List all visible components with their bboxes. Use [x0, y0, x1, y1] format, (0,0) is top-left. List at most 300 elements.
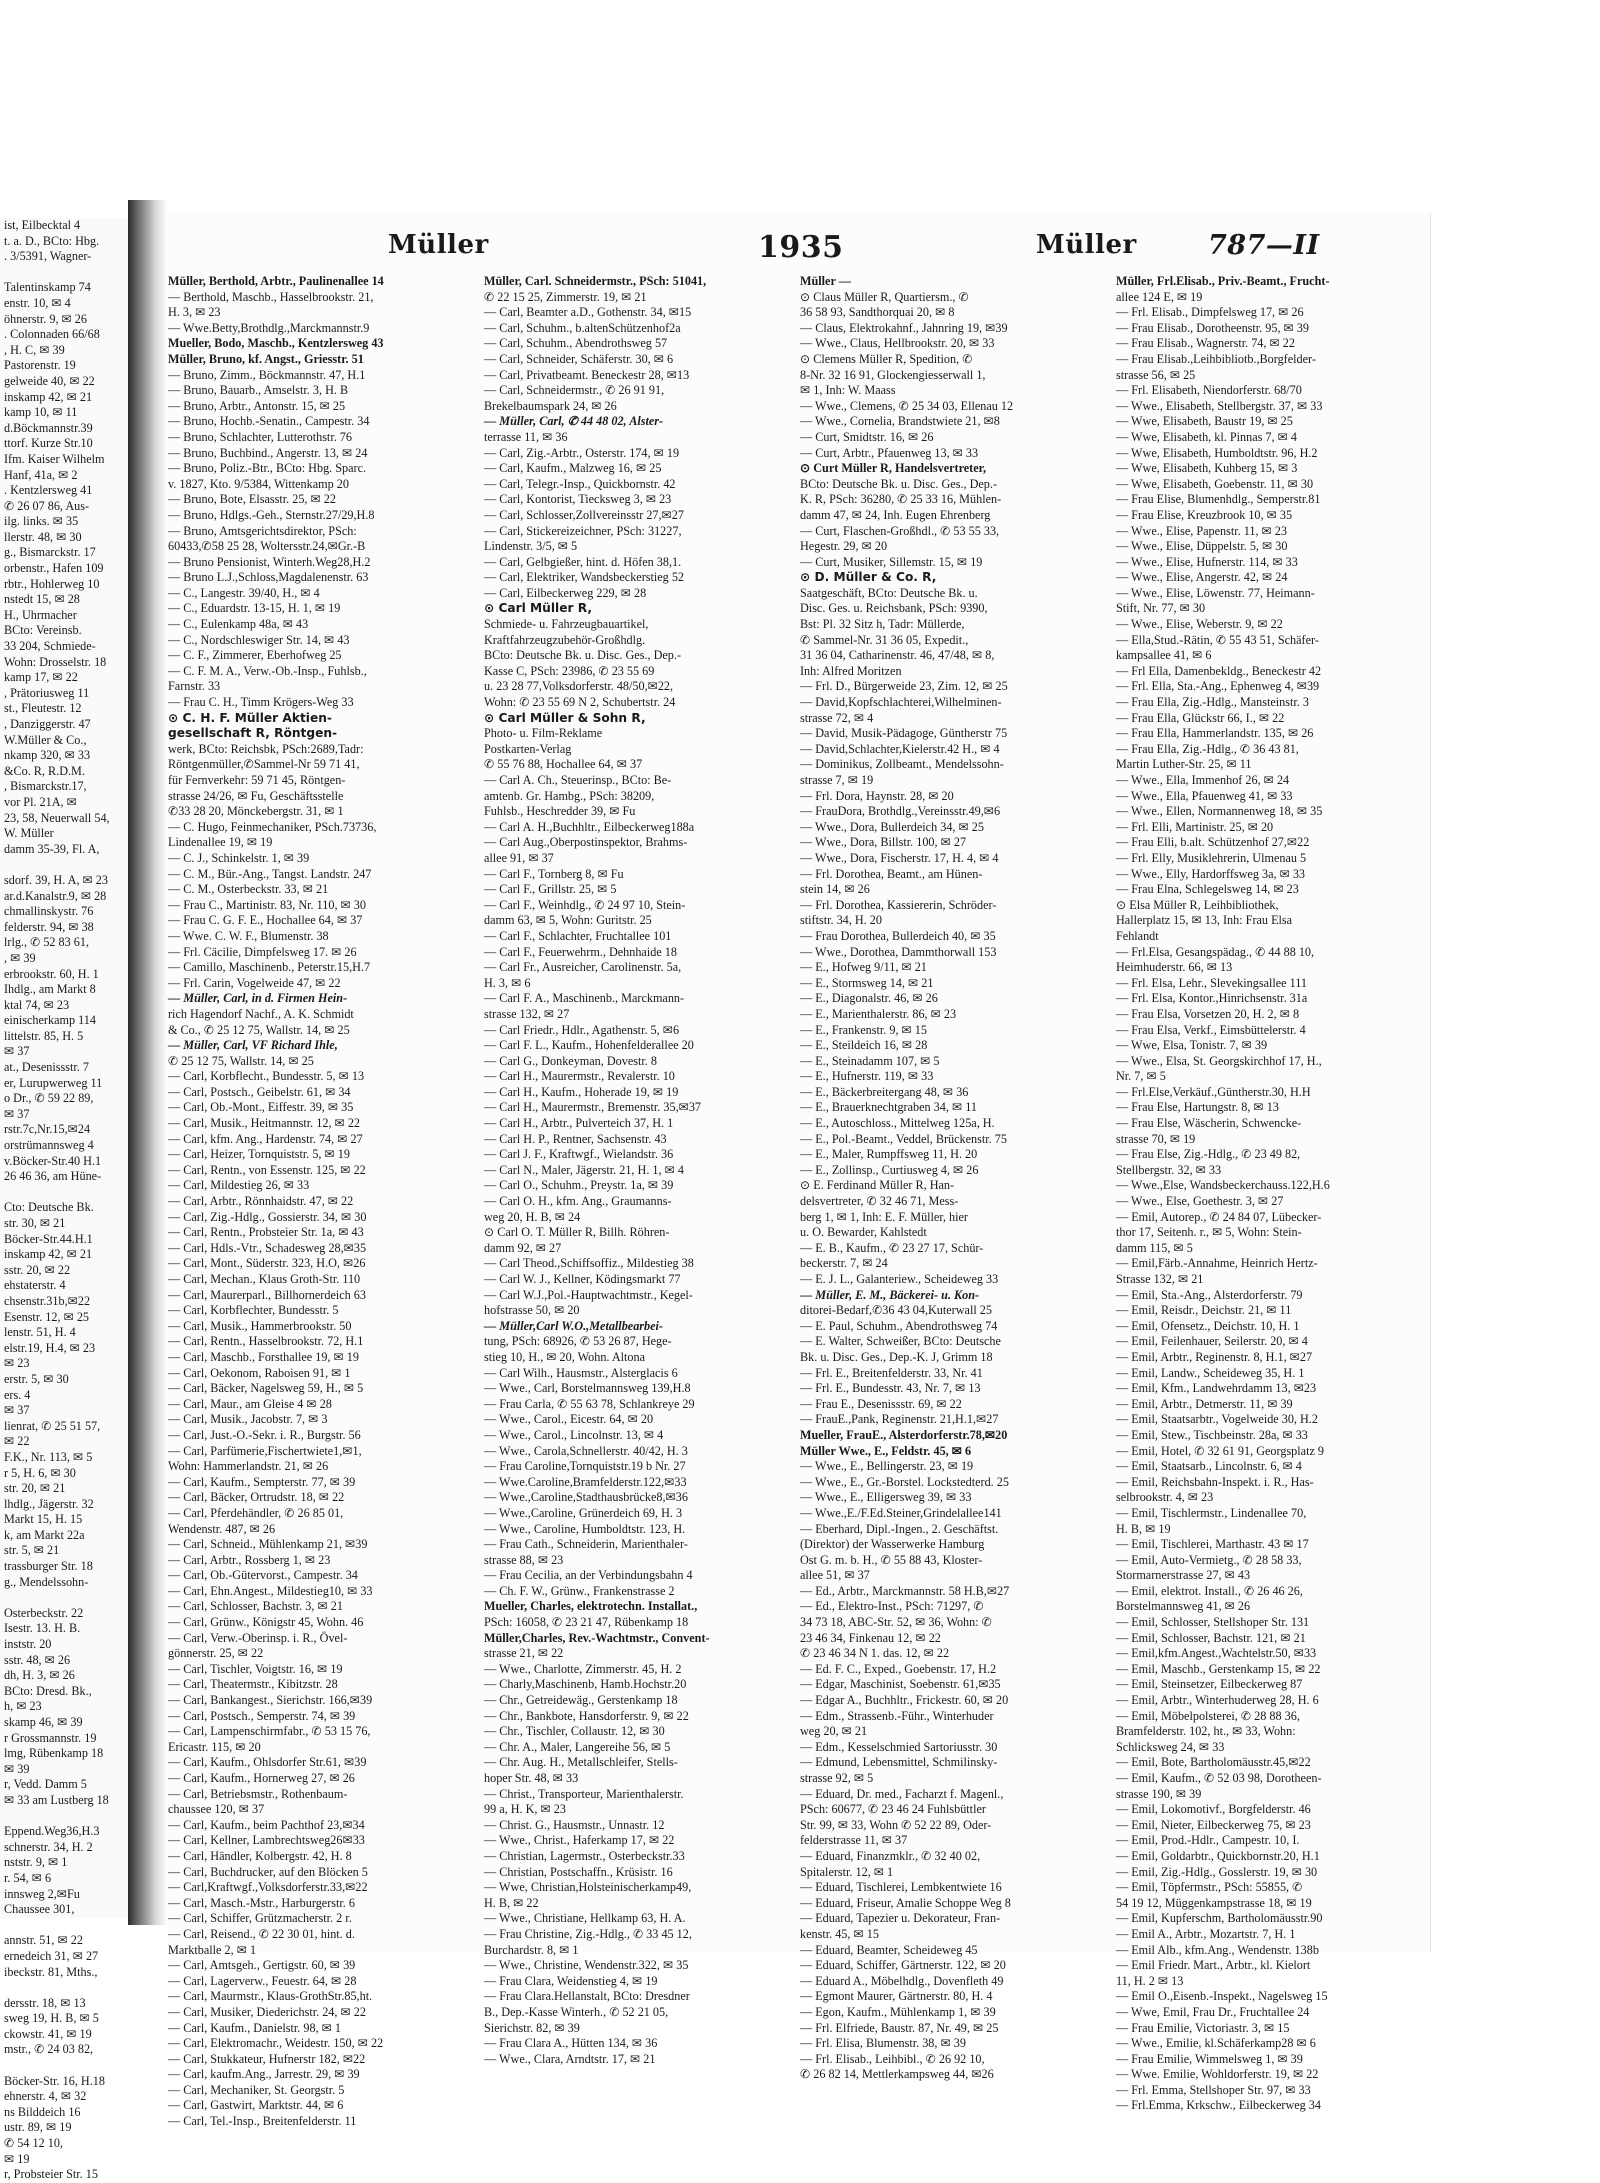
prev-page-line: ✆ 26 07 86, Aus-: [4, 498, 90, 513]
directory-entry-line: — Emil, Sta.-Ang., Alsterdorferstr. 79: [1116, 1287, 1303, 1302]
prev-page-line: , Bismarckstr.17,: [4, 779, 87, 794]
directory-entry-line: — Carl, Schneider, Schäferstr. 30, ✉ 6: [484, 351, 674, 366]
prev-page-line: ✉ 23: [4, 1356, 30, 1371]
directory-entry-line: — Carl Theod.,Schiffsoffiz., Mildestieg 38: [484, 1256, 694, 1271]
directory-entry-line: — E., Marienthalerstr. 86, ✉ 23: [800, 1006, 957, 1021]
directory-entry-line: Mueller, Charles, elektrotechn. Installat.,: [484, 1599, 698, 1614]
directory-entry-line: — Carl, Schlosser,Zollvereinsstr 27,✉27: [484, 507, 684, 522]
directory-entry-line: — Carl, Gastwirt, Marktstr. 44, ✉ 6: [168, 2098, 344, 2113]
prev-page-line: , ✉ 39: [4, 950, 36, 965]
directory-entry-line: stieg 10, H., ✉ 20, Wohn. Altona: [484, 1349, 646, 1364]
directory-entry-line: — Dominikus, Zollbeamt., Mendelssohn-: [800, 757, 1004, 772]
directory-entry-line: — Carl, Postsch., Geibelstr. 61, ✉ 34: [168, 1084, 351, 1099]
prev-page-line: orstrümannsweg 4: [4, 1138, 94, 1153]
directory-entry-line: — Carl, Kaufm., Danielstr. 98, ✉ 1: [168, 2020, 342, 2035]
directory-entry-line: — E. Walter, Schweißer, BCto: Deutsche: [800, 1334, 1001, 1349]
prev-page-line: inskamp 42, ✉ 21: [4, 389, 93, 404]
directory-entry-line: — Wwe, Elisabeth, Goebenstr. 11, ✉ 30: [1116, 476, 1314, 491]
directory-entry-line: — Wwe., Claus, Hellbrookstr. 20, ✉ 33: [800, 336, 995, 351]
directory-entry-line: — Emil, Landw., Scheideweg 35, H. 1: [1116, 1365, 1305, 1380]
directory-entry-line: ✆33 28 20, Mönckebergstr. 31, ✉ 1: [168, 804, 344, 819]
directory-entry-line: Schlicksweg 24, ✉ 33: [1116, 1739, 1225, 1754]
directory-entry-line: — Carl, Schneid., Mühlenkamp 21, ✉39: [168, 1537, 368, 1552]
directory-entry-line: — Curt, Musiker, Sillemstr. 15, ✉ 19: [800, 554, 983, 569]
directory-entry-line: Lindenallee 19, ✉ 19: [168, 835, 273, 850]
directory-entry-line: — Frau Emilie, Wimmelsweg 1, ✉ 39: [1116, 2051, 1303, 2066]
directory-entry-line: — Carl, Musik., Jacobstr. 7, ✉ 3: [168, 1412, 328, 1427]
directory-entry-line: — Frl. Elly, Musiklehrerin, Ulmenau 5: [1116, 850, 1307, 865]
directory-entry-line: Spitalerstr. 12, ✉ 1: [800, 1864, 894, 1879]
directory-entry-line: Müller, Frl.Elisab., Priv.-Beamt., Frucht-: [1116, 274, 1330, 288]
directory-entry-line: — Carl, Verw.-Oberinsp. i. R., Övel-: [168, 1630, 348, 1645]
directory-entry-line: — Emil A., Arbtr., Mozartstr. 7, H. 1: [1116, 1926, 1296, 1941]
directory-entry-line: — E., Zollinsp., Curtiusweg 4, ✉ 26: [800, 1162, 979, 1177]
directory-entry-line: — Carl, Bankangest., Sierichstr. 166,✉39: [168, 1693, 373, 1708]
directory-entry-line: — Carl, Rentn., Probsteier Str. 1a, ✉ 43: [168, 1225, 364, 1240]
directory-entry-line: — Carl, Kaufm., Sempterstr. 77, ✉ 39: [168, 1474, 356, 1489]
prev-page-line: v.Böcker-Str.40 H.1: [4, 1153, 102, 1168]
directory-entry-line: — Carl H., Kaufm., Hoherade 19, ✉ 19: [484, 1084, 679, 1099]
prev-page-line: nstedt 15, ✉ 28: [4, 592, 80, 607]
prev-page-line: Böcker-Str. 16, H.18: [4, 2073, 105, 2088]
prev-page-line: ✉ 33 am Lustberg 18: [4, 1792, 109, 1807]
directory-entry-line: — Carl A. H.,Buchhltr., Eilbeckerweg188a: [484, 819, 695, 834]
directory-entry-line: — Frl Ella, Damenbekldg., Beneckestr 42: [1116, 663, 1322, 678]
prev-page-line: ibeckstr. 81, Mths.,: [4, 1964, 98, 1979]
directory-entry-line: Mueller, FrauE., Alsterdorferstr.78,✉20: [800, 1427, 1008, 1442]
directory-entry-line: — Emil, Arbtr., Reginenstr. 8, H.1, ✉27: [1116, 1349, 1313, 1364]
prev-page-line: nkamp 320, ✉ 33: [4, 748, 91, 763]
prev-page-line: mstr., ✆ 24 03 82,: [4, 2042, 94, 2057]
directory-entry-line: Borstelmannsweg 41, ✉ 26: [1116, 1599, 1251, 1614]
prev-page-line: einischerkamp 114: [4, 1013, 96, 1028]
directory-entry-line: — Christian, Postschaffn., Krüsistr. 16: [484, 1864, 673, 1879]
directory-entry-line: strasse 70, ✉ 19: [1116, 1131, 1196, 1146]
directory-entry-line: — David,Kopfschlachterei,Wilhelminen-: [800, 695, 1002, 710]
directory-entry-line: — Wwe., Cornelia, Brandstwiete 21, ✉8: [800, 414, 1000, 429]
directory-entry-line: — Carl, Ehn.Angest., Mildestieg10, ✉ 33: [168, 1583, 373, 1598]
directory-entry-line: — Wwe., Elise, Düppelstr. 5, ✉ 30: [1116, 539, 1288, 554]
directory-entry-line: — Carl J. F., Kraftwgf., Wielandstr. 36: [484, 1147, 674, 1162]
directory-entry-line: — Chr., Tischler, Collaustr. 12, ✉ 30: [484, 1724, 665, 1739]
prev-page-line: . 3/5391, Wagner-: [4, 249, 92, 264]
directory-entry-line: — Wwe., Emilie, kl.Schäferkamp28 ✉ 6: [1116, 2036, 1316, 2051]
prev-page-line: Markt 15, H. 15: [4, 1512, 83, 1527]
directory-entry-line: H. B, ✉ 19: [1116, 1521, 1171, 1536]
directory-entry-line: — Eduard A., Möbelhdlg., Dovenfleth 49: [800, 1973, 1004, 1988]
directory-entry-line: — Christian, Lagermstr., Osterbeckstr.33: [484, 1848, 685, 1863]
directory-entry-line: — Wwe., Caroline, Humboldtstr. 123, H.: [484, 1521, 686, 1536]
directory-entry-line: — E., Pol.-Beamt., Veddel, Brückenstr. 75: [800, 1131, 1007, 1146]
directory-entry-line: — Bruno, Poliz.-Btr., BCto: Hbg. Sparc.: [168, 461, 367, 476]
directory-entry-line: ⊙ Carl Müller & Sohn R,: [484, 710, 646, 725]
prev-page-line: H., Uhrmacher: [4, 607, 77, 622]
directory-entry-line: strasse 88, ✉ 23: [484, 1552, 564, 1567]
directory-entry-line: — Egon, Kaufm., Mühlenkamp 1, ✉ 39: [800, 2004, 996, 2019]
directory-entry-line: Farnstr. 33: [168, 679, 221, 694]
directory-entry-line: — Frau Elisab., Dorotheenstr. 95, ✉ 39: [1116, 320, 1309, 335]
prev-page-line: inskamp 42, ✉ 21: [4, 1247, 93, 1262]
directory-entry-line: — Frau Ella, Zig.-Hdlg., Mansteinstr. 3: [1116, 695, 1309, 710]
directory-entry-line: H. 3, ✉ 6: [484, 975, 531, 990]
directory-entry-line: — Carl H., Maurermstr., Bremenstr. 35,✉37: [484, 1100, 702, 1115]
prev-page-line: k, am Markt 22a: [4, 1527, 85, 1542]
directory-entry-line: weg 20, H. B, ✉ 24: [484, 1209, 581, 1224]
directory-entry-line: — Frl. Dora, Haynstr. 28, ✉ 20: [800, 788, 954, 803]
directory-entry-line: — Chr., Bankbote, Hansdorferstr. 9, ✉ 22: [484, 1708, 689, 1723]
directory-entry-line: Postkarten-Verlag: [484, 741, 572, 756]
directory-entry-line: — Wwe., Elise, Angerstr. 42, ✉ 24: [1116, 570, 1288, 585]
directory-entry-line: — E. B., Kaufm., ✆ 23 27 17, Schür-: [800, 1240, 984, 1255]
directory-entry-line: (Direktor) der Wasserwerke Hamburg: [800, 1537, 985, 1552]
directory-entry-line: — David, Musik-Pädagoge, Güntherstr 75: [800, 726, 1008, 741]
directory-entry-line: — Christ. G., Hausmstr., Unnastr. 12: [484, 1817, 665, 1832]
prev-page-line: ist, Eilbecktal 4: [4, 218, 81, 232]
directory-entry-line: & Co., ✆ 25 12 75, Wallstr. 14, ✉ 25: [168, 1022, 350, 1037]
directory-entry-line: Ericastr. 115, ✉ 20: [168, 1739, 261, 1754]
directory-entry-line: — Wwe., Else, Goethestr. 3, ✉ 27: [1116, 1194, 1284, 1209]
directory-entry-line: — Frl.Emma, Krkschw., Eilbeckerweg 34: [1116, 2098, 1321, 2113]
directory-entry-line: — Frau Ella, Glückstr 66, I., ✉ 22: [1116, 710, 1285, 725]
directory-entry-line: — Claus, Elektrokahnf., Jahnring 19, ✉39: [800, 320, 1008, 335]
directory-entry-line: — Frl. Elsa, Kontor.,Hinrichsenstr. 31a: [1116, 991, 1308, 1006]
column-3: [800, 274, 1092, 2082]
directory-entry-line: — Emil O.,Eisenb.-Inspekt., Nagelsweg 15: [1116, 1989, 1328, 2004]
directory-entry-line: 31 36 04, Catharinenstr. 46, 47/48, ✉ 8,: [800, 648, 995, 663]
directory-entry-line: — Carl F., Weinhdlg., ✆ 24 97 10, Stein-: [484, 897, 686, 912]
prev-page-line: Chaussee 301,: [4, 1902, 75, 1917]
directory-entry-line: — Christ., Transporteur, Marienthalerstr.: [484, 1786, 684, 1801]
directory-entry-line: — Frau Elisab., Wagnerstr. 74, ✉ 22: [1116, 336, 1295, 351]
directory-entry-line: — Wwe.,Caroline, Grünerdeich 69, H. 3: [484, 1505, 683, 1520]
directory-entry-line: — Carl W.J.,Pol.-Hauptwachtmstr., Kegel-: [484, 1287, 693, 1302]
directory-entry-line: — Carl F., Feuerwehrm., Dehnhaide 18: [484, 944, 677, 959]
directory-entry-line: — Bruno, Hochb.-Senatin., Campestr. 34: [168, 414, 370, 429]
directory-entry-line: — FrauE.,Pank, Reginenstr. 21,H.1,✉27: [800, 1412, 999, 1427]
directory-entry-line: — Carl, Amtsgeh., Gertigstr. 60, ✉ 39: [168, 1958, 356, 1973]
directory-entry-line: ✉ 1, Inh: W. Maass: [800, 383, 896, 398]
prev-page-line: [0, 2058, 150, 2074]
prev-page-line: Eppend.Weg36,H.3: [4, 1824, 100, 1839]
directory-entry-line: — Carl, Mildestieg 26, ✉ 33: [168, 1178, 310, 1193]
directory-entry-line: 99 a, H. K, ✉ 23: [484, 1802, 566, 1817]
prev-page-line: gelweide 40, ✉ 22: [4, 373, 95, 388]
directory-entry-line: — Wwe., Carol., Eicestr. 64, ✉ 20: [484, 1412, 654, 1427]
prev-page-line: Ihdlg., am Markt 8: [4, 982, 96, 997]
directory-entry-line: — Frau Ella, Zig.-Hdlg., ✆ 36 43 81,: [1116, 741, 1299, 756]
prev-page-line: Talentinskamp 74: [4, 280, 91, 295]
directory-entry-line: stein 14, ✉ 26: [800, 882, 870, 897]
prev-page-line: ✉ 22: [4, 1434, 30, 1449]
directory-entry-line: — Carl,Kraftwgf.,Volksdorferstr.33,✉22: [168, 1880, 368, 1895]
directory-entry-line: Müller —: [800, 274, 851, 288]
directory-entry-line: stiftstr. 34, H. 20: [800, 913, 882, 928]
directory-entry-line: — Eduard, Schiffer, Gärtnerstr. 122, ✉ 20: [800, 1958, 1006, 1973]
directory-entry-line: — E., Diagonalstr. 46, ✉ 26: [800, 991, 938, 1006]
prev-page-line: Hanf, 41a, ✉ 2: [4, 467, 78, 482]
prev-page-line: chmallinskystr. 76: [4, 904, 94, 919]
prev-page-line: ns Bilddeich 16: [4, 2104, 81, 2119]
directory-entry-line: 60433,✆58 25 28, Woltersstr.24,✉Gr.-B: [168, 539, 366, 554]
directory-entry-line: — Edgar A., Buchhltr., Frickestr. 60, ✉ 20: [800, 1693, 1009, 1708]
directory-entry-line: — Emil, Kfm., Landwehrdamm 13, ✉23: [1116, 1381, 1317, 1396]
directory-entry-line: — Wwe., Elly, Hardorffsweg 3a, ✉ 33: [1116, 866, 1306, 881]
directory-entry-line: — Emil, Staatsarbtr., Vogelweide 30, H.2: [1116, 1412, 1318, 1427]
directory-entry-line: — Emil, Autorep., ✆ 24 84 07, Lübecker-: [1116, 1209, 1322, 1224]
directory-entry-line: — Carl, Rentn., Hasselbrookstr. 72, H.1: [168, 1334, 364, 1349]
directory-entry-line: — Emil, Schlosser, Bachstr. 121, ✉ 21: [1116, 1630, 1306, 1645]
directory-entry-line: — Wwe., Charlotte, Zimmerstr. 45, H. 2: [484, 1661, 682, 1676]
directory-entry-line: — Bruno Pensionist, Winterh.Weg28,H.2: [168, 554, 371, 569]
directory-entry-line: Wohn: ✆ 23 55 69 N 2, Schubertstr. 24: [484, 695, 676, 710]
directory-entry-line: — Emil, Töpfermstr., PSch: 55855, ✆: [1116, 1880, 1303, 1895]
directory-entry-line: — Wwe., Elise, Papenstr. 11, ✉ 23: [1116, 523, 1287, 538]
column-1: [168, 274, 460, 2129]
directory-entry-line: allee 124 E, ✉ 19: [1116, 289, 1203, 304]
directory-entry-line: Heimhuderstr. 66, ✉ 13: [1116, 960, 1233, 975]
directory-entry-line: — Carl F., Schlachter, Fruchtallee 101: [484, 928, 672, 943]
prev-page-line: ✆ 54 12 10,: [4, 2136, 63, 2151]
directory-entry-line: — Emil, Bote, Bartholomäusstr.45,✉22: [1116, 1755, 1311, 1770]
directory-entry-line: — Edmund, Lebensmittel, Schmilinsky-: [800, 1755, 998, 1770]
directory-entry-line: — E., Steildeich 16, ✉ 28: [800, 1038, 928, 1053]
directory-entry-line: — Carl, Kaufm., Hornerweg 27, ✉ 26: [168, 1771, 355, 1785]
directory-entry-line: Mueller, Bodo, Maschb., Kentzlersweg 43: [168, 336, 384, 351]
directory-entry-line: werk, BCto: Reichsbk, PSch:2689,Tadr:: [168, 741, 364, 756]
prev-page-line: ✉ 37: [4, 1403, 30, 1418]
prev-page-line: enstr. 10, ✉ 4: [4, 295, 71, 310]
prev-page-line: ernedeich 31, ✉ 27: [4, 1948, 99, 1963]
directory-entry-line: Saatgeschäft, BCto: Deutsche Bk. u.: [800, 585, 978, 600]
directory-entry-line: — Frau C. H., Timm Krögers-Weg 33: [168, 695, 354, 710]
directory-entry-line: — Carl, Pferdehändler, ✆ 26 85 01,: [168, 1505, 344, 1520]
directory-entry-line: — Carl, Grünw., Königstr 45, Wohn. 46: [168, 1615, 364, 1630]
directory-entry-line: — Bruno, Zimm., Böckmannstr. 47, H.1: [168, 367, 366, 382]
directory-entry-line: u. 23 28 77,Volksdorferstr. 48/50,✉22,: [484, 679, 674, 694]
directory-entry-line: — E., Hufnerstr. 119, ✉ 33: [800, 1069, 934, 1084]
directory-entry-line: — Curt, Smidtstr. 16, ✉ 26: [800, 429, 934, 444]
directory-entry-line: — Carl, Arbtr., Rönnhaidstr. 47, ✉ 22: [168, 1194, 354, 1209]
directory-entry-line: — C. M., Osterbeckstr. 33, ✉ 21: [168, 882, 329, 897]
prev-page-line: littelstr. 85, H. 5: [4, 1028, 84, 1043]
directory-entry-line: ⊙ Curt Müller R, Handelsvertreter,: [800, 461, 986, 476]
directory-entry-line: — Carl F., Tornberg 8, ✉ Fu: [484, 866, 624, 881]
directory-entry-line: Fehlandt: [1116, 928, 1159, 943]
directory-entry-line: — Wwe., Elise, Löwenstr. 77, Heimann-: [1116, 585, 1315, 600]
prev-page-line: lmg, Rübenkamp 18: [4, 1746, 104, 1761]
directory-entry-line: — Carl F., Grillstr. 25, ✉ 5: [484, 882, 617, 897]
header-year: 1935: [758, 230, 844, 265]
directory-entry-line: — Frau Christine, Zig.-Hdlg., ✆ 33 45 12,: [484, 1926, 692, 1941]
directory-entry-line: — Bruno, Amtsgerichtsdirektor, PSch:: [168, 523, 357, 538]
directory-entry-line: v. 1827, Kto. 9/5384, Wittenkamp 20: [168, 476, 349, 491]
directory-entry-line: 54 19 12, Müggenkampstrasse 18, ✉ 19: [1116, 1895, 1312, 1910]
directory-entry-line: — Frl. D., Bürgerweide 23, Zim. 12, ✉ 25: [800, 679, 1008, 694]
directory-entry-line: — Eduard, Beamter, Scheideweg 45: [800, 1942, 978, 1957]
prev-page-line: Esenstr. 12, ✉ 25: [4, 1309, 90, 1324]
directory-entry-line: — Camillo, Maschinenb., Peterstr.15,H.7: [168, 960, 371, 975]
directory-entry-line: — Carl, kfm. Ang., Hardenstr. 74, ✉ 27: [168, 1131, 363, 1146]
directory-entry-line: Kasse C, PSch: 23986, ✆ 23 55 69: [484, 663, 655, 678]
prev-page-line: g., Mendelssohn-: [4, 1574, 89, 1589]
directory-entry-line: — Emil, elektrot. Install., ✆ 26 46 26,: [1116, 1583, 1303, 1598]
directory-entry-line: — Emil, Ofensetz., Deichstr. 10, H. 1: [1116, 1318, 1300, 1333]
directory-entry-line: Inh: Alfred Moritzen: [800, 663, 902, 678]
directory-entry-line: — C., Eduardstr. 13-15, H. 1, ✉ 19: [168, 601, 341, 616]
directory-entry-line: — Frau Else, Zig.-Hdlg., ✆ 23 49 82,: [1116, 1147, 1301, 1162]
directory-entry-line: — C. J., Schinkelstr. 1, ✉ 39: [168, 850, 310, 865]
directory-entry-line: — Carl, Gelbgießer, hint. d. Höfen 38,1.: [484, 554, 682, 569]
directory-entry-line: — Frl. E., Bundesstr. 43, Nr. 7, ✉ 13: [800, 1381, 981, 1396]
directory-entry-line: — Emil,kfm.Angest.,Wachtelstr.50, ✉33: [1116, 1646, 1317, 1661]
directory-entry-line: — C. F. M. A., Verw.-Ob.-Insp., Fuhlsb.,: [168, 663, 367, 678]
directory-entry-line: — Wwe, Elisabeth, Humboldtstr. 96, H.2: [1116, 445, 1318, 460]
directory-entry-line: — Carl, Musiker, Diederichstr. 24, ✉ 22: [168, 2004, 366, 2019]
directory-entry-line: — Frau C. G. F. E., Hochallee 64, ✉ 37: [168, 913, 363, 928]
directory-entry-line: — Eduard, Finanzmklr., ✆ 32 40 02,: [800, 1848, 981, 1863]
directory-entry-line: allee 51, ✉ 37: [800, 1568, 870, 1583]
directory-entry-line: ⊙ D. Müller & Co. R,: [800, 570, 937, 585]
prev-page-line: Pastorenstr. 19: [4, 358, 76, 373]
directory-entry-line: kampsallee 41, ✉ 6: [1116, 648, 1212, 663]
directory-entry-line: — Carl, Telegr.-Insp., Quickbornstr. 42: [484, 476, 676, 491]
directory-entry-line: Strasse 132, ✉ 21: [1116, 1272, 1204, 1286]
directory-entry-line: — Carl, Musik., Heitmannstr. 12, ✉ 22: [168, 1116, 361, 1131]
directory-entry-line: — Wwe. Emilie, Wohldorferstr. 19, ✉ 22: [1116, 2067, 1319, 2082]
page-number: 787—II: [1208, 230, 1320, 261]
directory-entry-line: Kraftfahrzeugzubehör-Großhdlg.: [484, 632, 646, 647]
directory-entry-line: — Bruno, Arbtr., Antonstr. 15, ✉ 25: [168, 398, 346, 413]
directory-entry-line: ✆ 22 15 25, Zimmerstr. 19, ✉ 21: [484, 289, 647, 304]
directory-entry-line: — Carl, Eilbeckerweg 229, ✉ 28: [484, 585, 647, 600]
directory-entry-line: — Carl, Schneidermstr., ✆ 26 91 91,: [484, 383, 665, 398]
directory-entry-line: Disc. Ges. u. Reichsbank, PSch: 9390,: [800, 601, 988, 616]
prev-page-line: BCto: Dresd. Bk.,: [4, 1683, 92, 1698]
prev-page-line: llerstr. 48, ✉ 30: [4, 529, 82, 544]
directory-entry-line: amtenb. Gr. Hambg., PSch: 38209,: [484, 788, 655, 803]
directory-entry-line: thor 17, Seitenh. r., ✉ 5, Wohn: Stein-: [1116, 1225, 1302, 1240]
directory-entry-line: — Frau Cecilia, an der Verbindungsbahn 4: [484, 1568, 693, 1583]
prev-page-line: ers. 4: [4, 1387, 31, 1402]
prev-page-line: Osterbeckstr. 22: [4, 1605, 84, 1620]
directory-entry-line: — Carl Friedr., Hdlr., Agathenstr. 5, ✉6: [484, 1022, 680, 1037]
directory-entry-line: Müller, Berthold, Arbtr., Paulinenallee 14: [168, 274, 384, 288]
directory-entry-line: chaussee 120, ✉ 37: [168, 1802, 265, 1817]
directory-entry-line: — Wwe, Emil, Frau Dr., Fruchtallee 24: [1116, 2004, 1310, 2019]
directory-entry-line: — Wwe., Elise, Weberstr. 9, ✉ 22: [1116, 617, 1283, 632]
directory-entry-line: — Bruno L.J.,Schloss,Magdalenenstr. 63: [168, 570, 369, 585]
prev-page-line: lienrat, ✆ 25 51 57,: [4, 1418, 101, 1433]
prev-page-line: str. 30, ✉ 21: [4, 1216, 66, 1230]
directory-entry-line: — Carl, Just.-O.-Sekr. i. R., Burgstr. 56: [168, 1427, 361, 1442]
directory-entry-line: — Frau Elli, b.alt. Schützenhof 27,✉22: [1116, 835, 1310, 850]
directory-entry-line: — Emil, Goldarbtr., Quickbornstr.20, H.1: [1116, 1848, 1320, 1863]
prev-page-line: h, ✉ 23: [4, 1699, 42, 1714]
directory-entry-line: — Emil, Zig.-Hdlg., Gosslerstr. 19, ✉ 30: [1116, 1864, 1318, 1879]
prev-page-line: sstr. 48, ✉ 26: [4, 1652, 71, 1667]
directory-entry-line: — Wwe, Christian,Holsteinischerkamp49,: [484, 1880, 692, 1895]
directory-entry-line: Müller, Carl. Schneidermstr., PSch: 51041,: [484, 274, 707, 288]
column-2: [484, 274, 776, 2066]
directory-entry-line: Röntgenmüller,✆Sammel-Nr 59 71 41,: [168, 757, 360, 772]
directory-entry-line: — Carl, Ob.-Mont., Eiffestr. 39, ✉ 35: [168, 1100, 354, 1115]
directory-entry-line: — Carl, kaufm.Ang., Jarrestr. 29, ✉ 39: [168, 2067, 360, 2082]
directory-entry-line: — Frl. Elli, Martinistr. 25, ✉ 20: [1116, 819, 1274, 834]
directory-entry-line: — Eduard, Tischlerei, Lembkentwiete 16: [800, 1880, 1002, 1895]
directory-entry-line: berg 1, ✉ 1, Inh: E. F. Müller, hier: [800, 1209, 968, 1224]
directory-entry-line: — Frl. Elisab., Leihbibl., ✆ 26 92 10,: [800, 2051, 985, 2066]
directory-entry-line: — Carl O., Schuhm., Preystr. 1a, ✉ 39: [484, 1178, 674, 1193]
directory-entry-line: BCto: Deutsche Bk. u. Disc. Ges., Dep.-: [484, 648, 682, 663]
directory-entry-line: — Carl, Korbflecht., Bundesstr. 5, ✉ 13: [168, 1069, 365, 1084]
directory-entry-line: — Frau Clara A., Hütten 134, ✉ 36: [484, 2036, 658, 2051]
prev-page-line: ✉ 37: [4, 1044, 30, 1059]
prev-page-line: lhdlg., Jägerstr. 32: [4, 1496, 94, 1511]
directory-entry-line: — Charly,Maschinenb, Hamb.Hochstr.20: [484, 1677, 687, 1692]
directory-entry-line: Bst: Pl. 32 Sitz h, Tadr: Müllerde,: [800, 617, 965, 632]
directory-entry-line: Sierichstr. 82, ✉ 39: [484, 2020, 580, 2035]
directory-entry-line: — Wwe.,Else, Wandsbeckerchauss.122,H.6: [1116, 1178, 1330, 1193]
directory-entry-line: — Chr. A., Maler, Langereihe 56, ✉ 5: [484, 1739, 671, 1754]
directory-entry-line: H. B, ✉ 22: [484, 1895, 539, 1910]
prev-page-line: Böcker-Str.44.H.1: [4, 1231, 93, 1246]
prev-page-line: str. 5, ✉ 21: [4, 1543, 60, 1558]
prev-page-line: 33 204, Schmiede-: [4, 639, 96, 654]
prev-page-line: . Colonnaden 66/68: [4, 327, 100, 342]
prev-page-line: r 5, H. 6, ✉ 30: [4, 1465, 76, 1480]
prev-page-line: 23, 58, Neuerwall 54,: [4, 810, 110, 825]
directory-entry-line: — Emil, Prod.-Hdlr., Campestr. 10, I.: [1116, 1833, 1300, 1848]
directory-entry-line: ✆ 55 76 88, Hochallee 64, ✉ 37: [484, 757, 643, 772]
directory-entry-line: — Emil Friedr. Mart., Arbtr., kl. Kielort: [1116, 1958, 1311, 1973]
directory-entry-line: — Wwe., Dora, Billstr. 100, ✉ 27: [800, 835, 967, 850]
directory-entry-line: — Carl, Bäcker, Nagelsweg 59, H., ✉ 5: [168, 1381, 364, 1396]
directory-entry-line: Fuhlsb., Heschredder 39, ✉ Fu: [484, 804, 636, 819]
directory-entry-line: ⊙ Claus Müller R, Quartiersm., ✆: [800, 289, 969, 304]
prev-page-line: g., Bismarckstr. 17: [4, 545, 96, 560]
directory-entry-line: — Frl. Emma, Stellshoper Str. 97, ✉ 33: [1116, 2082, 1311, 2097]
directory-entry-line: — Carl, Lagerverw., Feuestr. 64, ✉ 28: [168, 1973, 357, 1988]
directory-entry-line: — Frau Elna, Schlegelsweg 14, ✉ 23: [1116, 882, 1299, 897]
directory-entry-line: — Carl, Kellner, Lambrechtsweg26✉33: [168, 1833, 365, 1848]
directory-entry-line: — Edm., Strassenb.-Führ., Winterhuder: [800, 1708, 994, 1723]
directory-entry-line: — Frau Ella, Hammerlandstr. 135, ✉ 26: [1116, 726, 1314, 741]
prev-page-line: kamp 17, ✉ 22: [4, 670, 78, 685]
directory-entry-line: — Ed., Arbtr., Marckmannstr. 58 H.B,✉27: [800, 1583, 1010, 1598]
directory-entry-line: — Carl F. A., Maschinenb., Marckmann-: [484, 991, 685, 1006]
directory-entry-line: — E., Autoschloss., Mittelweg 125a, H.: [800, 1116, 995, 1131]
directory-entry-line: — Carl, Postsch., Semperstr. 74, ✉ 39: [168, 1708, 356, 1723]
directory-entry-line: — Frl. Ella, Sta.-Ang., Ephenweg 4, ✉39: [1116, 679, 1320, 694]
directory-entry-line: — Wwe., E., Elligersweg 39, ✉ 33: [800, 1490, 972, 1505]
prev-page-line: dh, H. 3, ✉ 26: [4, 1668, 75, 1683]
directory-entry-line: — FrauDora, Brothdlg.,Vereinsstr.49,✉6: [800, 804, 1001, 819]
entry-columns: [168, 274, 1430, 2129]
directory-entry-line: — Ella,Stud.-Rätin, ✆ 55 43 51, Schäfer-: [1116, 632, 1319, 647]
directory-entry-line: Photo- u. Film-Reklame: [484, 726, 603, 741]
directory-entry-line: — Carl, Mont., Süderstr. 323, H.O, ✉26: [168, 1256, 366, 1271]
prev-page-line: ehstaterstr. 4: [4, 1278, 66, 1293]
directory-entry-line: Str. 99, ✉ 33, Wohn ✆ 52 22 89, Oder-: [800, 1817, 992, 1832]
directory-entry-line: beckerstr. 7, ✉ 24: [800, 1256, 888, 1271]
directory-entry-line: — Wwe., Christiane, Hellkamp 63, H. A.: [484, 1911, 686, 1926]
directory-entry-line: — Carl, Maurmstr., Klaus-GrothStr.85,ht.: [168, 1989, 373, 2004]
directory-entry-line: terrasse 11, ✉ 36: [484, 429, 568, 444]
prev-page-line: trassburger Str. 18: [4, 1559, 93, 1574]
prev-page-line: o Dr., ✆ 59 22 89,: [4, 1091, 94, 1106]
directory-entry-line: ditorei-Bedarf,✆36 43 04,Kuterwall 25: [800, 1303, 992, 1318]
directory-entry-line: — Carl, Rentn., von Essenstr. 125, ✉ 22: [168, 1162, 366, 1177]
